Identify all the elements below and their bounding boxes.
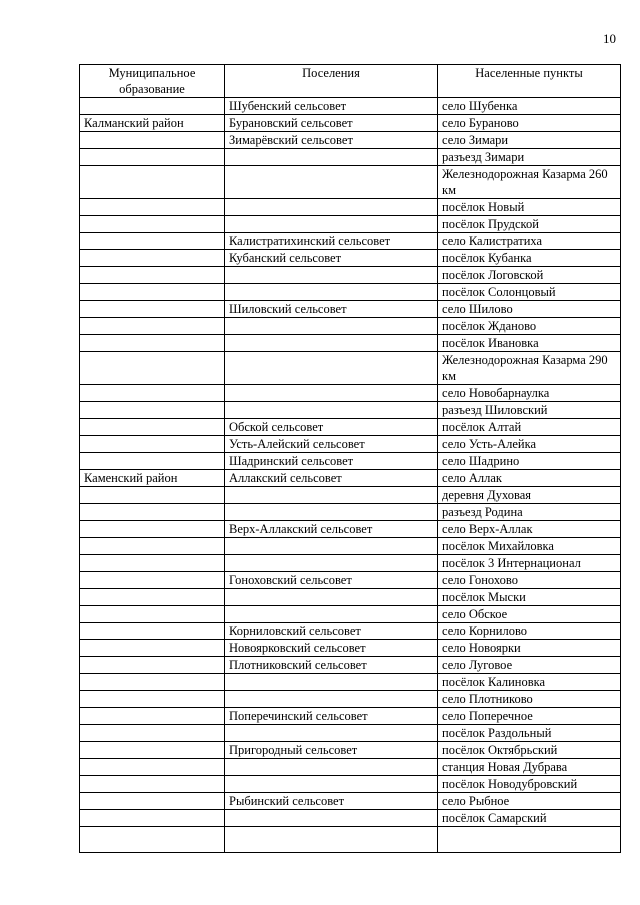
settlement-cell: [225, 555, 438, 572]
table-row: [80, 216, 621, 233]
settlement-cell: Калистратихинский сельсовет: [225, 233, 438, 250]
settlement-cell: Новоярковский сельсовет: [225, 640, 438, 657]
table-row: [80, 742, 621, 759]
settlement-cell: [225, 691, 438, 708]
locality-cell: посёлок Октябрьский: [438, 742, 621, 759]
settlement-cell: [225, 827, 438, 853]
settlement-cell: [225, 199, 438, 216]
settlement-cell: [225, 284, 438, 301]
settlement-cell: Поперечинский сельсовет: [225, 708, 438, 725]
table-row: [80, 166, 621, 199]
locality-cell: село Усть-Алейка: [438, 436, 621, 453]
locality-cell: село Аллак: [438, 470, 621, 487]
settlement-cell: Усть-Алейский сельсовет: [225, 436, 438, 453]
locality-cell: разъезд Зимари: [438, 149, 621, 166]
locality-cell: посёлок Прудской: [438, 216, 621, 233]
table-row: [80, 691, 621, 708]
municipality-cell: [80, 98, 225, 115]
municipality-cell: [80, 233, 225, 250]
locality-cell: село Шадрино: [438, 453, 621, 470]
locality-cell: станция Новая Дубрава: [438, 759, 621, 776]
settlement-cell: [225, 776, 438, 793]
table-row: [80, 793, 621, 810]
municipality-cell: [80, 606, 225, 623]
table-row: [80, 132, 621, 149]
settlement-cell: Рыбинский сельсовет: [225, 793, 438, 810]
locality-cell: посёлок 3 Интернационал: [438, 555, 621, 572]
settlement-cell: [225, 335, 438, 352]
municipality-cell: [80, 674, 225, 691]
table-row: [80, 538, 621, 555]
locality-cell: село Калистратиха: [438, 233, 621, 250]
table-row: [80, 233, 621, 250]
table-row: [80, 199, 621, 216]
settlement-cell: Корниловский сельсовет: [225, 623, 438, 640]
table-row: [80, 301, 621, 318]
table-row: [80, 759, 621, 776]
header-settlements: Поселения: [225, 65, 438, 98]
settlement-cell: Бурановский сельсовет: [225, 115, 438, 132]
table-row: [80, 674, 621, 691]
locality-cell: посёлок Новодубровский: [438, 776, 621, 793]
settlement-cell: Плотниковский сельсовет: [225, 657, 438, 674]
table-row: [80, 385, 621, 402]
settlement-cell: Шадринский сельсовет: [225, 453, 438, 470]
municipality-cell: [80, 250, 225, 267]
settlement-cell: [225, 216, 438, 233]
municipality-cell: [80, 199, 225, 216]
table-row: [80, 149, 621, 166]
locality-cell: посёлок Логовской: [438, 267, 621, 284]
settlement-cell: [225, 810, 438, 827]
locality-cell: посёлок Раздольный: [438, 725, 621, 742]
municipality-cell: [80, 623, 225, 640]
table-row: [80, 572, 621, 589]
municipality-cell: [80, 725, 225, 742]
locality-cell: село Верх-Аллак: [438, 521, 621, 538]
table-row: [80, 708, 621, 725]
table-row: [80, 810, 621, 827]
settlement-cell: [225, 318, 438, 335]
locality-cell: село Луговое: [438, 657, 621, 674]
municipality-cell: [80, 708, 225, 725]
table-row: [80, 419, 621, 436]
locality-cell: посёлок Самарский: [438, 810, 621, 827]
locality-cell: село Корнилово: [438, 623, 621, 640]
table-row: [80, 657, 621, 674]
settlement-cell: [225, 352, 438, 385]
municipality-cell: [80, 436, 225, 453]
municipality-cell: [80, 335, 225, 352]
municipality-cell: [80, 284, 225, 301]
locality-cell: посёлок Алтай: [438, 419, 621, 436]
locality-cell: посёлок Ивановка: [438, 335, 621, 352]
municipality-cell: [80, 827, 225, 853]
municipality-cell: [80, 132, 225, 149]
locality-cell: село Новоярки: [438, 640, 621, 657]
locality-cell: село Поперечное: [438, 708, 621, 725]
table-row: [80, 250, 621, 267]
table-row: [80, 487, 621, 504]
header-localities: Населенные пункты: [438, 65, 621, 98]
table-row: [80, 115, 621, 132]
locality-cell: село Шилово: [438, 301, 621, 318]
settlement-cell: Верх-Аллакский сельсовет: [225, 521, 438, 538]
municipality-cell: [80, 759, 225, 776]
municipality-cell: [80, 301, 225, 318]
settlement-cell: [225, 487, 438, 504]
municipality-cell: [80, 385, 225, 402]
page-number: 10: [603, 31, 616, 46]
locality-cell: село Обское: [438, 606, 621, 623]
locality-cell: посёлок Кубанка: [438, 250, 621, 267]
settlement-cell: [225, 589, 438, 606]
municipality-cell: [80, 538, 225, 555]
settlement-cell: Пригородный сельсовет: [225, 742, 438, 759]
municipality-cell: [80, 521, 225, 538]
settlement-cell: Зимарёвский сельсовет: [225, 132, 438, 149]
municipality-cell: [80, 640, 225, 657]
municipality-cell: [80, 453, 225, 470]
table-row: [80, 98, 621, 115]
locality-cell: посёлок Калиновка: [438, 674, 621, 691]
table-row: [80, 284, 621, 301]
municipality-cell: [80, 555, 225, 572]
locality-cell: Железнодорожная Казарма 290 км: [438, 352, 621, 385]
table-row: [80, 623, 621, 640]
locality-cell: Железнодорожная Казарма 260 км: [438, 166, 621, 199]
table-row: [80, 606, 621, 623]
settlement-cell: Шиловский сельсовет: [225, 301, 438, 318]
settlement-cell: [225, 759, 438, 776]
locality-cell: село Рыбное: [438, 793, 621, 810]
settlement-cell: [225, 538, 438, 555]
table-row: [80, 725, 621, 742]
table-header-row: [80, 65, 621, 98]
municipality-cell: [80, 216, 225, 233]
municipality-cell: [80, 419, 225, 436]
settlement-cell: Аллакский сельсовет: [225, 470, 438, 487]
table-row: [80, 470, 621, 487]
locality-cell: посёлок Михайловка: [438, 538, 621, 555]
table-body: [80, 98, 621, 853]
header-municipality: Муниципальное образование: [80, 65, 225, 98]
settlement-cell: [225, 149, 438, 166]
table-row: [80, 436, 621, 453]
table-row: [80, 504, 621, 521]
municipality-cell: [80, 487, 225, 504]
municipality-cell: [80, 572, 225, 589]
settlement-cell: Шубенский сельсовет: [225, 98, 438, 115]
municipality-cell: [80, 776, 225, 793]
settlement-cell: Гоноховский сельсовет: [225, 572, 438, 589]
municipality-cell: Каменский район: [80, 470, 225, 487]
municipality-cell: [80, 352, 225, 385]
locality-cell: село Плотниково: [438, 691, 621, 708]
settlement-cell: [225, 166, 438, 199]
locality-cell: село Новобарнаулка: [438, 385, 621, 402]
settlements-table: [79, 64, 621, 853]
municipality-cell: [80, 691, 225, 708]
table-row: [80, 555, 621, 572]
table-row: [80, 267, 621, 284]
municipality-cell: [80, 402, 225, 419]
table-row: [80, 335, 621, 352]
municipality-cell: [80, 810, 225, 827]
settlement-cell: [225, 606, 438, 623]
table-row: [80, 352, 621, 385]
locality-cell: посёлок Мыски: [438, 589, 621, 606]
municipality-cell: [80, 149, 225, 166]
settlement-cell: [225, 725, 438, 742]
table-row: [80, 589, 621, 606]
locality-cell: посёлок Жданово: [438, 318, 621, 335]
table-row: [80, 640, 621, 657]
municipality-cell: [80, 589, 225, 606]
locality-cell: посёлок Солонцовый: [438, 284, 621, 301]
locality-cell: разъезд Родина: [438, 504, 621, 521]
table-row: [80, 318, 621, 335]
locality-cell: [438, 827, 621, 853]
table-row: [80, 827, 621, 853]
municipality-cell: [80, 267, 225, 284]
table-row: [80, 521, 621, 538]
table-row: [80, 453, 621, 470]
locality-cell: село Бураново: [438, 115, 621, 132]
settlement-cell: [225, 385, 438, 402]
settlement-cell: [225, 402, 438, 419]
municipality-cell: [80, 166, 225, 199]
settlement-cell: Обской сельсовет: [225, 419, 438, 436]
settlement-cell: [225, 504, 438, 521]
settlement-cell: [225, 267, 438, 284]
table-row: [80, 776, 621, 793]
municipality-cell: [80, 504, 225, 521]
locality-cell: село Зимари: [438, 132, 621, 149]
municipality-cell: [80, 793, 225, 810]
municipality-cell: [80, 742, 225, 759]
municipality-cell: [80, 657, 225, 674]
locality-cell: деревня Духовая: [438, 487, 621, 504]
municipality-cell: Калманский район: [80, 115, 225, 132]
locality-cell: разъезд Шиловский: [438, 402, 621, 419]
locality-cell: село Шубенка: [438, 98, 621, 115]
settlement-cell: Кубанский сельсовет: [225, 250, 438, 267]
municipality-cell: [80, 318, 225, 335]
locality-cell: посёлок Новый: [438, 199, 621, 216]
settlement-cell: [225, 674, 438, 691]
table-row: [80, 402, 621, 419]
locality-cell: село Гонохово: [438, 572, 621, 589]
